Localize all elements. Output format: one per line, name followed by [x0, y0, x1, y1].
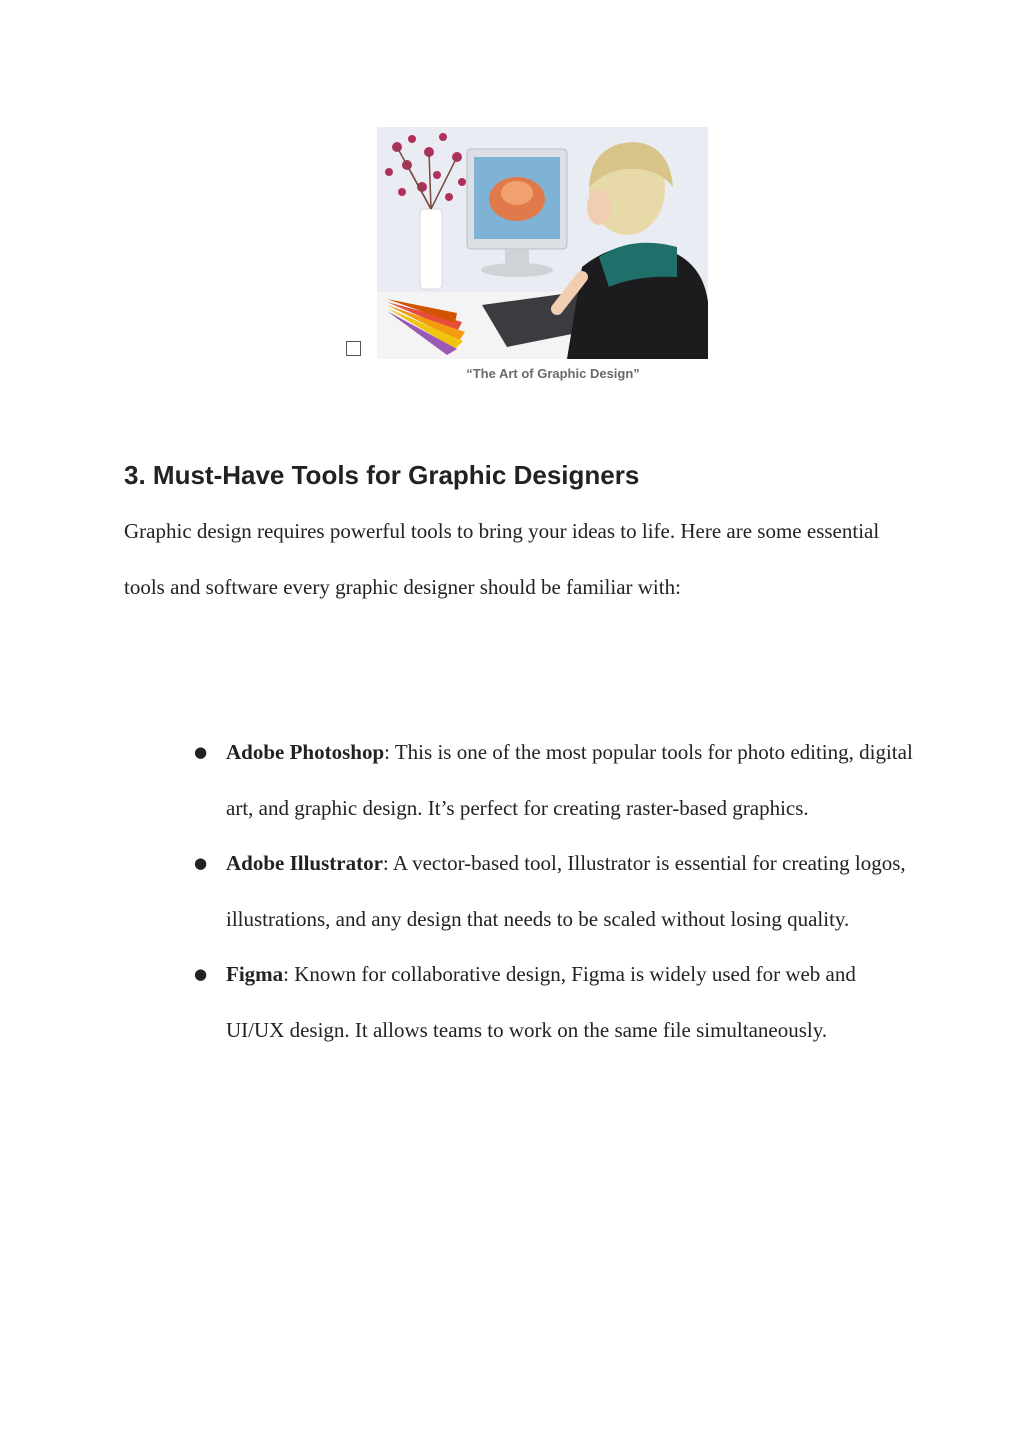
tool-name: Adobe Illustrator	[226, 851, 383, 875]
checkbox-icon[interactable]	[346, 341, 361, 356]
tool-description: A vector-based tool, Illustrator is essential for creating logos, illustrations, and any design that needs to be scaled without losing quality.	[226, 851, 906, 931]
list-item-illustrator	[194, 836, 916, 947]
graphic-design-photo	[377, 127, 708, 359]
bullet-icon: ●	[194, 743, 208, 761]
tool-description: Known for collaborative design, Figma is widely used for web and UI/UX design. It allows teams to work on the same file simultaneously.	[226, 962, 856, 1042]
tools-list	[194, 725, 916, 1058]
list-item-figma	[194, 947, 916, 1058]
tool-name: Adobe Photoshop	[226, 740, 385, 764]
tool-separator: :	[384, 740, 390, 764]
bullet-icon: ●	[194, 854, 208, 872]
figure-caption: “The Art of Graphic Design”	[466, 366, 640, 381]
tool-separator: :	[382, 851, 389, 875]
section-heading: 3. Must-Have Tools for Graphic Designers	[124, 460, 640, 490]
bullet-icon: ●	[194, 965, 208, 983]
tool-name: Figma	[226, 962, 284, 986]
list-item-photoshop	[194, 725, 916, 836]
intro-paragraph: Graphic design requires powerful tools to bring your ideas to life. Here are some essential tools and software every graphic designer should be familiar with:	[124, 519, 880, 599]
tool-separator: :	[283, 962, 289, 986]
tool-description: This is one of the most popular tools for photo editing, digital art, and graphic design. It’s perfect for creating raster-based graphics.	[226, 740, 913, 820]
